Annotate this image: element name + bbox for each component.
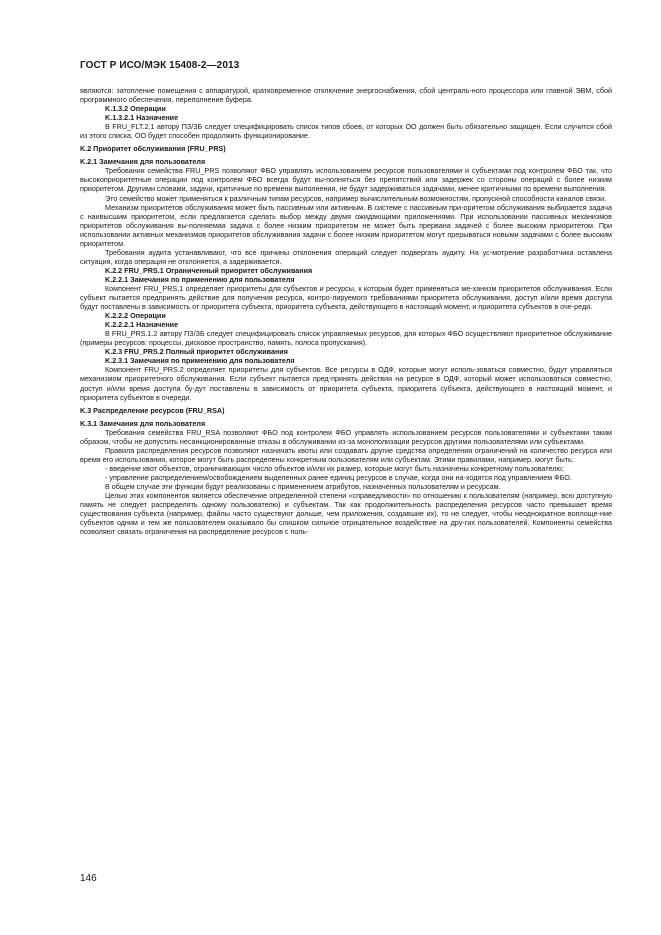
section-heading: K.2.3.1 Замечания по применению для пользователя bbox=[105, 356, 295, 366]
page-number: 146 bbox=[80, 873, 97, 884]
section-heading: K.3.1 Замечания для пользователя bbox=[80, 418, 206, 428]
paragraph: Компонент FRU_PRS.2 определяет приоритеты для субъектов. Все ресурсы в ОДФ, которые могут исполь-зоваться совместно, будут управляться механизмом приоритетного обслуживания. Если субъект пытается пред-принять действия на ресурсе в ОДФ, который может использоваться совместно, доступ и/или время доступа бу-дут поставлены в зависимость от приоритета субъекта, приоритета субъекта, действующего в настоящий момент, и приоритета субъектов в очереди. bbox=[80, 365, 612, 402]
paragraph: - управление распределением/освобождением выделенных ранее единиц ресурсов в случае, когда они на-ходятся под управлением ФБО. bbox=[105, 472, 572, 482]
document-body bbox=[80, 86, 612, 536]
section-heading: K.3 Распределение ресурсов (FRU_RSA) bbox=[80, 405, 225, 415]
section-heading: K.2.1 Замечания для пользователя bbox=[80, 157, 206, 167]
paragraph: Целью этих компонентов является обеспечение определенной степени «справедливости» по отношению к пользователям (например, всю доступную память не следует распределять одному пользователю) и субъектам. Так как продолжительность распределения ресурсов часто превышает время существования субъекта (например, файлы часто существуют дольше, чем приложения, создавшие их), то не следует, чтобы неоднократное воплоще-ние субъектов одним и тем же пользователем оказывало бы слишком сильное отрицательное воздействие на дру-гих пользователей. Компоненты семейства позволяют связать ограничения на распределение ресурсов с поль- bbox=[80, 491, 612, 537]
section-heading: K.2.2.2.1 Назначение bbox=[105, 320, 179, 330]
paragraph: - введение квот объектов, ограничивающих число объектов и/или их размер, которые могут быть назначены конкретному пользователю; bbox=[105, 463, 564, 473]
paragraph: В общем случае эти функции будут реализованы с применением атрибутов, назначенных пользователям и ресурсам. bbox=[105, 481, 501, 491]
section-heading: K.2 Приоритет обслуживания (FRU_PRS) bbox=[80, 144, 226, 154]
paragraph: Требования аудита устанавливают, что все причины отклонения операций следует подвергать аудиту. На ус-мотрение разработчика оставлена ситуация, когда операция не отклоняется, а задерживается. bbox=[80, 247, 612, 266]
section-heading: K.2.2.1 Замечания по применению для пользователя bbox=[105, 274, 295, 284]
paragraph: В FRU_PRS.1.2 автору ПЗ/ЗБ следует специфицировать список управляемых ресурсов, для которых ФБО осуществляют приоритетное обслуживание (примеры ресурсов: процессы, дисковое пространство, память, полоса пропускания). bbox=[80, 329, 612, 348]
paragraph: Компонент FRU_PRS.1 определяет приоритеты для субъектов и ресурсы, к которым будет применяться ме-ханизм приоритетов обслуживания. Если субъект пытается предпринять действие для получения ресурса, контро-лируемого требованиями приоритета обслуживания, доступ и/или время доступа будут поставлены в зависимость от приоритета субъекта, приоритета субъекта, действующего в настоящий момент, и приоритета субъектов в оче-реди. bbox=[80, 283, 612, 312]
paragraph: Механизм приоритетов обслуживания может быть пассивным или активным. В системе с пассивным при-оритетом обслуживания выбирается задача с наивысшим приоритетом, если предлагается сделать выбор между двумя ожидающими приложениями. При использовании пассивных механизмов приоритетов обслуживания вы-полняемая задача с более низким приоритетом не может быть прервана задачей с более высоким приоритетом. При использовании активных механизмов приоритетов обслуживания задачи с более низким приоритетом могут прерываться новыми задачами с более высоким приоритетом. bbox=[80, 202, 612, 248]
section-heading: K.1.3.2.1 Назначение bbox=[105, 113, 179, 123]
paragraph: Правила распределения ресурсов позволяют назначать квоты или создавать другие средства определения ограничений на количество ресурса или время его использования, которое могут быть распределены конкретным пользователям или субъектам. Этими правилами, например, могут быть: bbox=[80, 445, 612, 464]
paragraph: Это семейство может применяться к различным типам ресурсов, например вычислительным возможностям, пропускной способности каналов связи. bbox=[105, 193, 607, 203]
section-heading: K.2.3 FRU_PRS.2 Полный приоритет обслуживания bbox=[105, 347, 288, 357]
document-header: ГОСТ Р ИСО/МЭК 15408-2—2013 bbox=[80, 60, 240, 71]
section-heading: K.2.2.2 Операции bbox=[105, 311, 166, 321]
paragraph: Требования семейства FRU_RSA позволяют ФБО под контролем ФБО управлять использованием ресурсов пользователями и субъектами таким образом, чтобы не допустить несанкционированные отказы в обслуживании из-за монополизации ресурсов другими пользователями или субъектами. bbox=[80, 427, 612, 446]
section-heading: K.1.3.2 Операции bbox=[105, 104, 166, 114]
paragraph: В FRU_FLT.2.1 автору ПЗ/ЗБ следует специфицировать список типов сбоев, от которых ОО должен быть обязательно защищен. Если случится сбой из этого списка, ОО будет способен продолжить функционирование. bbox=[80, 122, 612, 141]
paragraph: являются: затопление помещения с аппаратурой, кратковременное отключение энергоснабжения, сбой централь-ного процессора или главной ЭВМ, сбой программного обеспечения, переполнение буфера. bbox=[80, 86, 612, 105]
paragraph: Требования семейства FRU_PRS позволяют ФБО управлять использованием ресурсов пользователями и субъектами под контролем ФБО так, что высокоприоритетные операции под контролем ФБО всегда будут вы-полняться без препятствий или задержек со стороны операций с более низким приоритетом. Другими словами, задачи, критичные по времени выполнения, не будут задерживаться задачами, менее критичными по времени выполнения. bbox=[80, 166, 612, 194]
section-heading: K.2.2 FRU_PRS.1 Ограниченный приоритет обслуживания bbox=[105, 265, 313, 275]
